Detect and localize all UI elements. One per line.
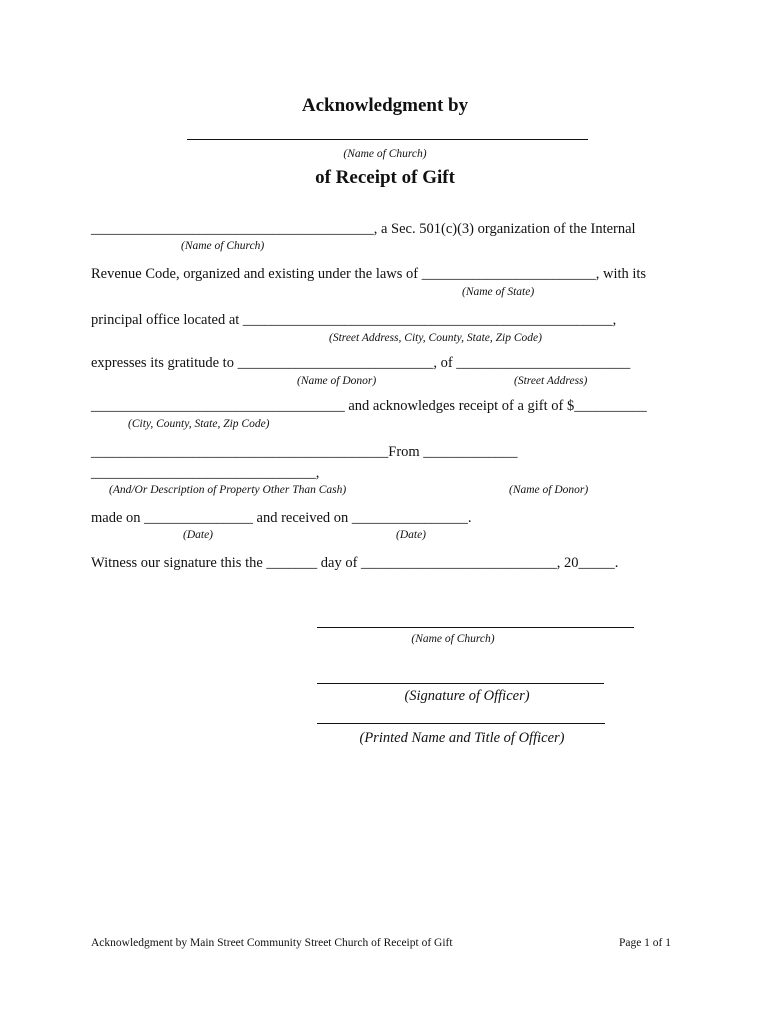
body-line-6: _________________________________________From _____________	[91, 444, 518, 460]
caption-officer-signature: (Signature of Officer)	[404, 688, 530, 704]
caption-street-address: (Street Address)	[514, 375, 588, 387]
church-name-caption-top: (Name of Church)	[343, 148, 427, 160]
caption-donor-name: (Name of Donor)	[297, 375, 377, 387]
caption-office-address: (Street Address, City, County, State, Zip Code)	[329, 332, 542, 344]
caption-church-name: (Name of Church)	[181, 240, 265, 252]
caption-state-name: (Name of State)	[462, 286, 535, 298]
body-line-3: principal office located at ___________________________________________________,	[91, 312, 617, 328]
caption-city-county: (City, County, State, Zip Code)	[128, 418, 270, 430]
body-line-2: Revenue Code, organized and existing under the laws of ________________________, with its	[91, 266, 647, 282]
body-line-9: Witness our signature this the _______ day of ___________________________, 20_____.	[91, 555, 619, 571]
caption-donor-name-2: (Name of Donor)	[509, 484, 589, 496]
caption-church-signature: (Name of Church)	[411, 633, 495, 645]
body-line-7: _______________________________,	[91, 465, 320, 481]
caption-date-received: (Date)	[396, 529, 427, 541]
caption-property-description: (And/Or Description of Property Other Than Cash)	[109, 484, 347, 496]
body-line-1: _______________________________________, a Sec. 501(c)(3) organization of the Internal	[91, 221, 636, 237]
footer-title: Acknowledgment by Main Street Community Street Church of Receipt of Gift	[91, 937, 453, 949]
church-signature-line[interactable]	[317, 627, 634, 628]
church-name-line[interactable]	[187, 139, 588, 140]
document-title-line2: of Receipt of Gift	[315, 167, 455, 188]
officer-printed-name-line[interactable]	[317, 723, 605, 724]
body-line-4: expresses its gratitude to ___________________________, of ________________________	[91, 355, 631, 371]
caption-officer-printed-name: (Printed Name and Title of Officer)	[359, 730, 565, 746]
officer-signature-line[interactable]	[317, 683, 604, 684]
body-line-8: made on _______________ and received on ________________.	[91, 510, 472, 526]
caption-date-made: (Date)	[183, 529, 214, 541]
document-title-line1: Acknowledgment by	[301, 95, 469, 116]
body-line-5: ___________________________________ and acknowledges receipt of a gift of $__________	[91, 398, 647, 414]
footer-page-number: Page 1 of 1	[618, 937, 671, 949]
